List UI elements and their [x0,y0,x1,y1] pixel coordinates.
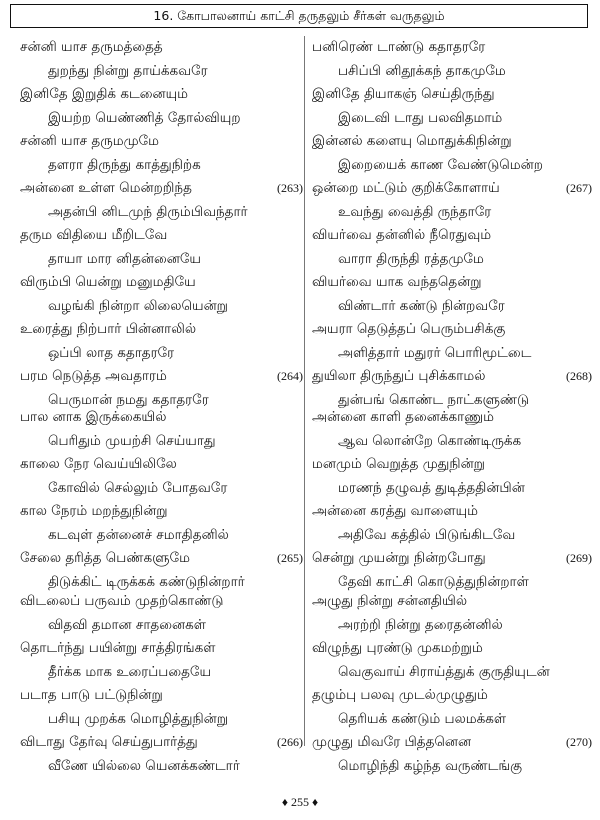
verse-text: திடுக்கிட் டிருக்கக் கண்டுநின்றார் [48,573,245,590]
verse-line [20,154,305,178]
left-column [20,0,305,800]
verse-text: இன்னல் களையு மொதுக்கிநின்று [312,133,512,149]
verse-line [20,731,305,755]
stanza-number: (270) [566,735,592,749]
verse-line [20,406,305,430]
verse-text: கடவுள் தன்னைச் சமாதிதனில் [48,526,229,543]
verse-text: படாத பாடு பட்டுநின்று [20,687,163,703]
verse-text: ஒப்பி லாத கதாதரரே [48,344,175,361]
verse-text: வாரா திருந்தி ரத்தமுமே [338,250,484,267]
verse-line [20,453,305,477]
stanza [312,406,590,594]
stanza [312,224,590,412]
verse-line [20,524,305,548]
verse-line [20,637,305,661]
verse-text: அழுது நின்று சன்னதியில் [312,593,468,609]
verse-text: சென்று முயன்று நின்றபோது [312,550,486,566]
stanza-number: (265) [277,551,303,565]
verse-line [312,755,590,779]
verse-line [312,453,590,477]
verse-line [20,430,305,454]
verse-text: உவந்து வைத்தி ருந்தாரே [338,203,492,220]
verse-line [312,295,590,319]
verse-text: கால நேரம் மறந்துநின்று [20,503,168,519]
verse-line [312,365,590,389]
stanza [20,590,305,778]
verse-line [20,708,305,732]
verse-line [20,547,305,571]
verse-text: உரைத்து நிற்பார் பின்னாலில் [20,321,197,337]
verse-line [20,60,305,84]
verse-text: இயற்ற யெண்ணித் தோல்வியுற [48,109,241,126]
verse-line [312,60,590,84]
verse-line [312,248,590,272]
verse-text: அளித்தார் மதுரர் பொரிமூட்டை [338,344,532,361]
verse-text: பசிப்பி னிதூக்கந் தாகமுமே [338,62,506,79]
verse-text: துயிலா திருந்துப் புசிக்காமல் [312,368,486,384]
verse-text: விடாது தேர்வு செய்துபார்த்து [20,734,198,750]
verse-line [312,154,590,178]
verse-line [312,524,590,548]
verse-text: முழுது மிவரே பித்தனென [312,734,472,750]
verse-line [312,342,590,366]
verse-text: அன்னை உள்ள மென்றறிந்த [20,180,192,196]
verse-line [20,130,305,154]
verse-text: இடைவி டாது பலவிதமாம் [338,109,503,126]
verse-text: இறையைக் காண வேண்டுமென்ற [338,156,543,173]
verse-line [20,365,305,389]
chapter-title: 16. கோபாலனாய் காட்சி தருதலும் சீர்கள் வருதலும் [153,7,445,23]
verse-text: பெருமான் நமது கதாதரரே [48,391,209,408]
verse-line [312,547,590,571]
page-number: ♦ 255 ♦ [281,795,319,809]
verse-text: தரும விதியை மீறிடவே [20,227,168,243]
verse-line [20,201,305,225]
verse-text: விதவி தமான சாதனைகள் [48,616,206,633]
verse-line [312,271,590,295]
verse-line [312,107,590,131]
verse-line [312,177,590,201]
verse-text: அன்னை காளி தனைக்காணும் [312,409,494,425]
verse-text: தாயா மார னிதன்னையே [48,250,202,267]
verse-text: பெரிதும் முயற்சி செய்யாது [48,432,216,449]
verse-line [20,107,305,131]
verse-line [312,708,590,732]
verse-text: துறந்து நின்று தாய்க்கவரே [48,62,208,79]
verse-text: சன்னி யாச தருமத்தைத் [20,39,163,55]
verse-line [20,614,305,638]
verse-text: தேவி காட்சி கொடுத்துநின்றாள் [338,573,529,590]
verse-line [20,342,305,366]
verse-line [312,661,590,685]
stanza [312,590,590,778]
stanza-number: (267) [566,181,592,195]
verse-text: அயரா தெடுத்தப் பெரும்பசிக்கு [312,321,506,337]
verse-text: மனமும் வெறுத்த முதுநின்று [312,456,485,472]
verse-line [20,477,305,501]
verse-line [312,614,590,638]
verse-text: பால னாக இருக்கையில் [20,409,167,425]
verse-text: சன்னி யாச தருமமுமே [20,133,160,149]
verse-text: தழும்பு பலவு முடல்முழுதும் [312,687,488,703]
verse-line [20,500,305,524]
verse-text: அதிவே கத்தில் பிடுங்கிடவே [338,526,516,543]
verse-text: பரம நெடுத்த அவதாரம் [20,368,167,384]
verse-text: அரற்றி நின்று தரைதன்னில் [338,616,503,633]
verse-text: கோவில் செல்லும் போதவரே [48,479,228,496]
verse-text: வீணே யில்லை யெனக்கண்டார் [48,757,240,774]
stanza-number: (268) [566,369,592,383]
verse-line [20,248,305,272]
verse-text: விண்டார் கண்டு நின்றவரே [338,297,505,314]
verse-text: இனிதே தியாகஞ் செய்திருந்து [312,86,495,102]
stanza [20,36,305,224]
verse-text: தீர்க்க மாக உரைப்பதையே [48,663,212,680]
verse-text: வழங்கி நின்றா லிலையென்று [48,297,228,314]
verse-text: துன்பங் கொண்ட நாட்களுண்டு [338,391,530,408]
verse-text: சேலை தரித்த பெண்களுமே [20,550,190,566]
verse-text: அன்னை கரத்து வாளையும் [312,503,479,519]
stanza [20,224,305,412]
verse-text: தொடர்ந்து பயின்று சாத்திரங்கள் [20,640,216,656]
stanza [20,406,305,594]
verse-line [20,83,305,107]
verse-text: விழுந்து புரண்டு முகமற்றும் [312,640,483,656]
verse-text: விடலைப் பருவம் முதற்கொண்டு [20,593,224,609]
stanza-number: (266) [277,735,303,749]
stanza [312,36,590,224]
verse-line [312,130,590,154]
verse-text: தளரா திருந்து காத்துநிற்க [48,156,201,173]
verse-text: பசியு முறக்க மொழித்துநின்று [48,710,228,727]
verse-line [20,661,305,685]
verse-line [20,224,305,248]
verse-line [20,271,305,295]
verse-line [20,295,305,319]
verse-line [312,406,590,430]
verse-line [312,731,590,755]
verse-text: மரணந் தழுவத் துடித்ததின்பின் [338,479,525,496]
verse-line [20,36,305,60]
verse-line [20,318,305,342]
verse-text: ஆவ லொன்றே கொண்டிருக்க [338,432,522,449]
verse-line [20,590,305,614]
stanza-number: (269) [566,551,592,565]
verse-line [20,755,305,779]
verse-text: மொழிந்தி கழ்ந்த வருண்டங்கு [338,757,523,774]
stanza-number: (263) [277,181,303,195]
verse-text: வெகுவாய் சிராய்த்துக் குருதியுடன் [338,663,550,680]
verse-line [312,590,590,614]
verse-line [312,83,590,107]
right-column [312,0,590,800]
verse-line [312,637,590,661]
verse-text: வியர்வை யாக வந்ததென்று [312,274,482,290]
stanza-number: (264) [277,369,303,383]
verse-line [312,224,590,248]
verse-text: வியர்வை தன்னில் நீரெதுவும் [312,227,492,243]
verse-line [312,477,590,501]
verse-line [312,201,590,225]
verse-text: தெரியக் கண்டும் பலமக்கள் [338,710,507,727]
verse-line [312,684,590,708]
verse-line [20,684,305,708]
verse-line [312,36,590,60]
verse-text: அதன்பி னிடமுந் திரும்பிவந்தார் [48,203,248,220]
verse-line [20,177,305,201]
verse-text: ஒன்றை மட்டும் குறிக்கோளாய் [312,180,500,196]
verse-line [312,500,590,524]
verse-text: காலை நேர வெய்யிலிலே [20,456,177,472]
verse-line [312,430,590,454]
verse-text: விரும்பி யென்று மனுமதியே [20,274,196,290]
verse-line [312,318,590,342]
verse-text: பனிரெண் டாண்டு கதாதரரே [312,39,486,55]
verse-text: இனிதே இறுதிக் கடனையும் [20,86,189,102]
